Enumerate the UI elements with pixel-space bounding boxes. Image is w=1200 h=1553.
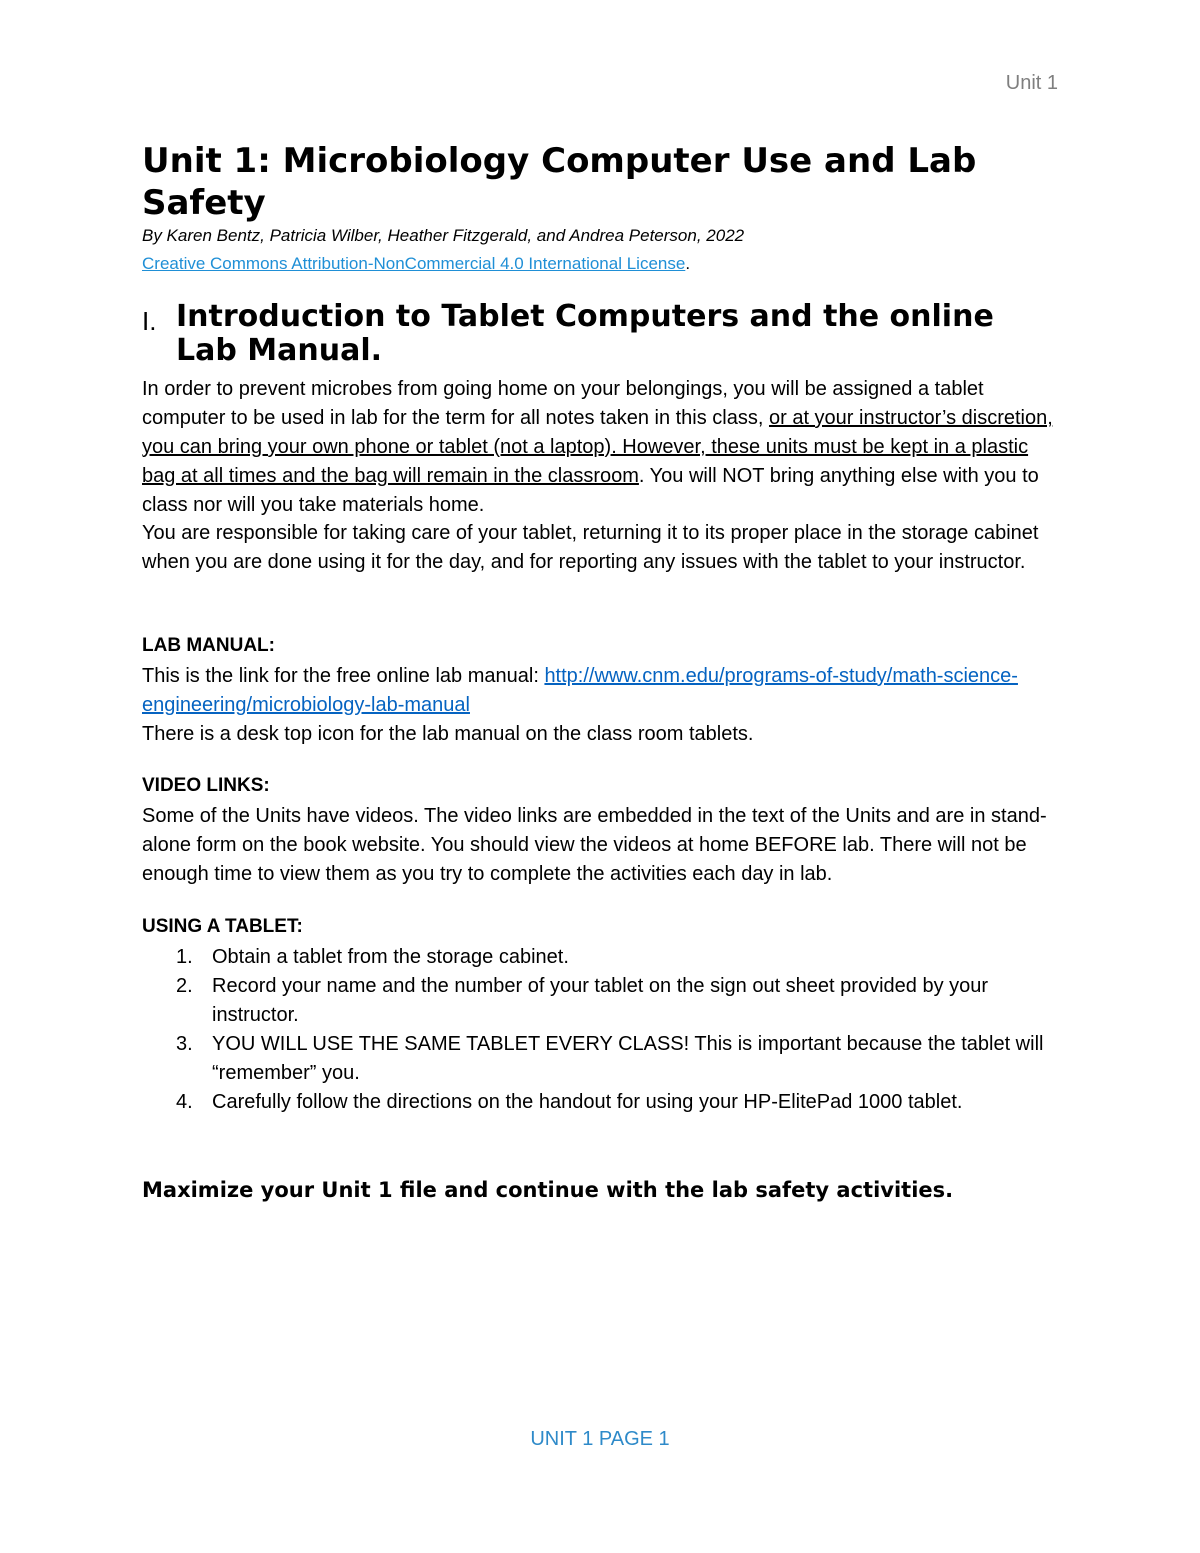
video-links-paragraph: Some of the Units have videos. The video links are embedded in the text of the Units and are in stand-alone form on the book website. You should view the videos at home BEFORE lab. There will not be enough time to view them as you try to complete the activities each day in lab.	[142, 805, 1047, 885]
step-text: Carefully follow the directions on the handout for using your HP-ElitePad 1000 tablet.	[212, 1091, 963, 1113]
lab-manual-link[interactable]: http://www.cnm.edu/programs-of-study/math-science-engineering/microbiology-lab-manual	[142, 665, 1018, 716]
section-heading	[142, 300, 1062, 368]
closing-instruction: Maximize your Unit 1 file and continue with the lab safety activities.	[142, 1178, 954, 1202]
page-footer: UNIT 1 PAGE 1	[530, 1428, 670, 1450]
section-number: I.	[142, 306, 157, 336]
video-links-heading: VIDEO LINKS:	[142, 775, 270, 796]
step-text: Record your name and the number of your tablet on the sign out sheet provided by your instructor.	[212, 975, 989, 1026]
step-text: Obtain a tablet from the storage cabinet.	[212, 946, 569, 968]
lab-manual-intro: This is the link for the free online lab manual:	[142, 665, 545, 687]
step-text: YOU WILL USE THE SAME TABLET EVERY CLASS! This is important because the tablet will “remember” you.	[212, 1033, 1044, 1084]
page-title: Unit 1: Microbiology Computer Use and Lab Safety	[142, 141, 977, 223]
lab-manual-heading: LAB MANUAL:	[142, 635, 275, 656]
intro-paragraph	[142, 375, 1062, 520]
tablet-steps-list	[142, 943, 1062, 1117]
intro-end-text: . You will NOT bring anything else with you to class nor will you take materials home.	[142, 465, 1039, 516]
byline: By Karen Bentz, Patricia Wilber, Heather Fitzgerald, and Andrea Peterson, 2022	[142, 226, 745, 245]
section-title: Introduction to Tablet Computers and the online Lab Manual.	[176, 299, 994, 368]
using-tablet-heading: USING A TABLET:	[142, 916, 303, 937]
step-number: 1.	[176, 946, 193, 968]
step-number: 2.	[176, 975, 193, 997]
list-item	[142, 1030, 1062, 1088]
list-item	[142, 1088, 1062, 1117]
license-link[interactable]: Creative Commons Attribution-NonCommercial 4.0 International License	[142, 254, 686, 273]
lab-manual-paragraph	[142, 662, 1062, 720]
license-line	[142, 254, 690, 274]
step-number: 4.	[176, 1091, 193, 1113]
responsibility-paragraph: You are responsible for taking care of your tablet, returning it to its proper place in the storage cabinet when you are done using it for the day, and for reporting any issues with the tablet to your instructor.	[142, 522, 1039, 573]
desktop-icon-note: There is a desk top icon for the lab manual on the class room tablets.	[142, 723, 754, 745]
list-item	[142, 943, 1062, 972]
license-suffix: .	[685, 254, 691, 273]
step-number: 3.	[176, 1033, 193, 1055]
list-item	[142, 972, 1062, 1030]
intro-underlined-text: or at your instructor’s discretion, you can bring your own phone or tablet (not a laptop). However, these units must be kept in a plastic bag at all times and the bag will remain in the classroom	[142, 407, 1053, 487]
intro-plain-text: In order to prevent microbes from going home on your belongings, you will be assigned a tablet computer to be used in lab for the term for all notes taken in this class,	[142, 378, 984, 429]
running-header: Unit 1	[1005, 72, 1058, 94]
